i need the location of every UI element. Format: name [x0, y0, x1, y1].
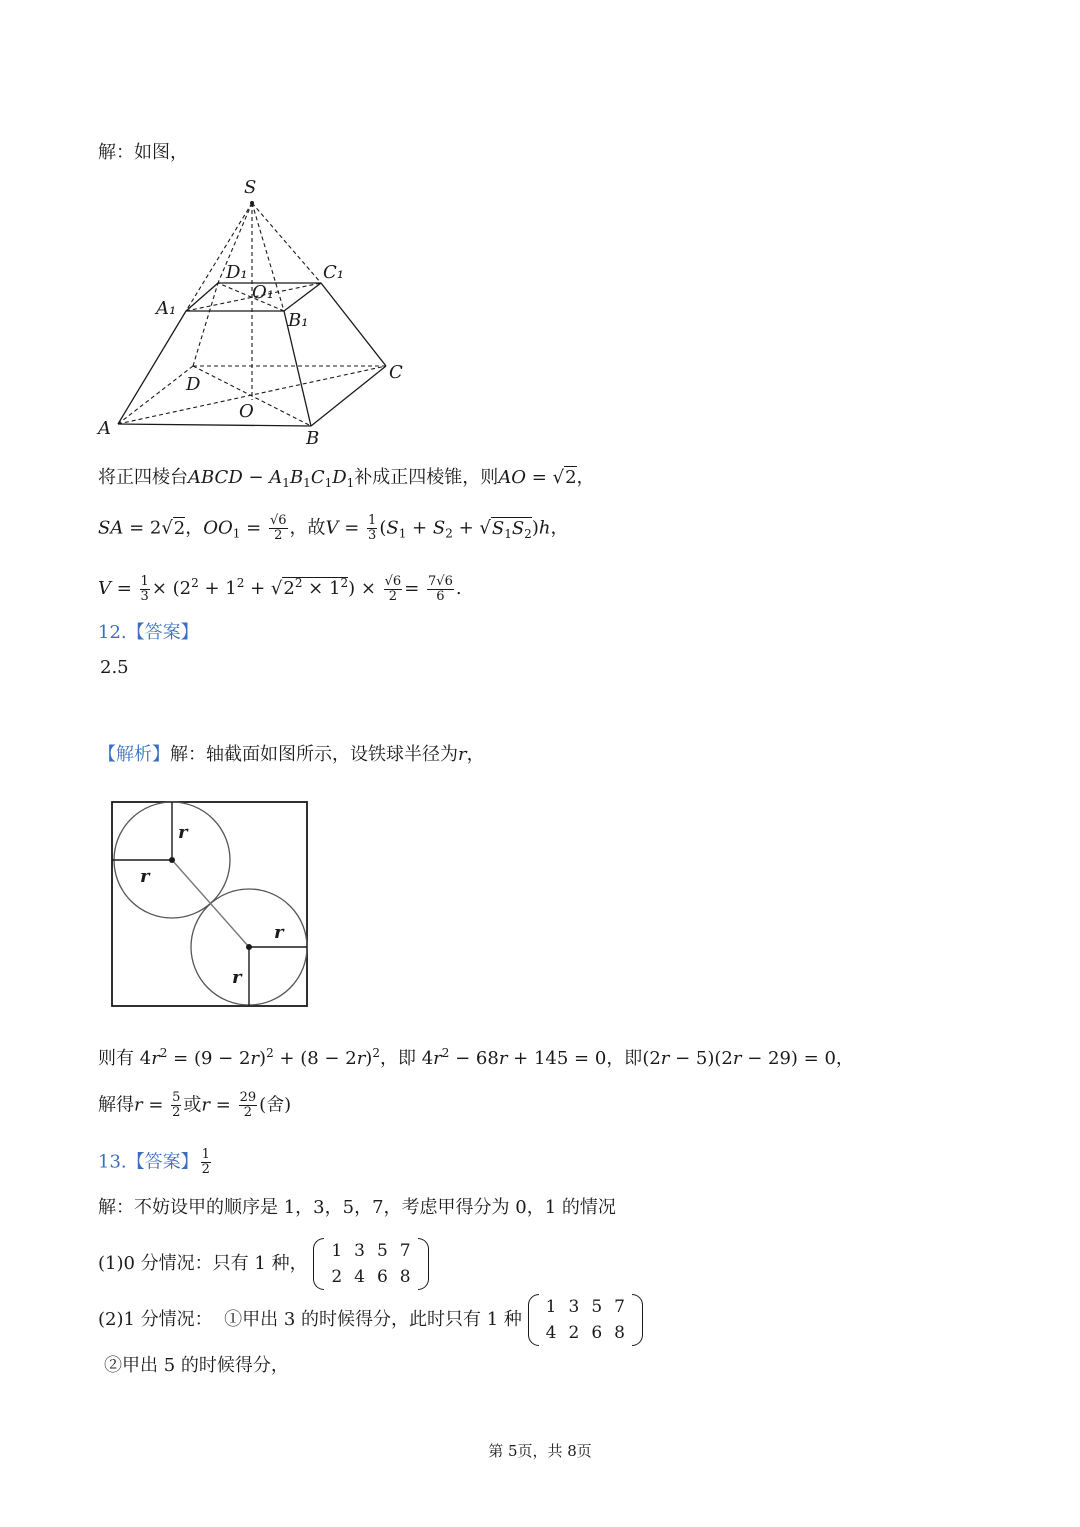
dash-DD1	[193, 283, 218, 366]
label-r-3: r	[274, 922, 284, 943]
solution-intro: 解：如图，	[98, 142, 188, 163]
edge-B1C1	[284, 283, 321, 311]
dash-SC1	[252, 203, 321, 283]
solution-line-3: V = $\frac{1}{3}$ × $(2^2 + 1^2 + √2^2 \times 1^2)$ × $\frac{√6}{2}$ = $\frac{7√6}{6}$ .	[98, 573, 462, 604]
q12-equation: 则有 $4r^2 = (9 - 2r)^2 + (8 - 2r)^2$，即 $4r^2 - 68r + 145 = 0$，即(2r − 5)(2r − 29) = 0，	[98, 1046, 854, 1069]
label-O: O	[239, 401, 254, 422]
matrix-case0: 1 3 5 7 2 4 6 8	[313, 1238, 428, 1290]
q13-intro: 解：不妨设甲的顺序是 1，3，5，7，考虑甲得分为 0，1 的情况	[98, 1197, 616, 1218]
edge-AA1	[118, 311, 186, 424]
label-C: C	[389, 362, 403, 383]
label-D: D	[186, 374, 201, 395]
label-r-2: r	[140, 866, 150, 887]
pyramid-figure	[96, 172, 416, 452]
matrix-case1: 1 3 5 7 4 2 6 8	[528, 1294, 643, 1346]
label-r-4: r	[232, 967, 242, 988]
q13-case0: (1)0 分情况：只有 1 种， 1 3 5 7 2 4 6 8	[98, 1236, 429, 1292]
edge-AB	[118, 424, 311, 426]
label-A1: A₁	[156, 298, 177, 319]
label-A: A	[98, 418, 111, 439]
q12-analysis: 【解析】解：轴截面如图所示，设铁球半径为r，	[98, 744, 485, 765]
q13-case1-sub2: ②甲出 5 的时候得分，	[104, 1355, 289, 1376]
label-S: S	[244, 177, 257, 198]
edge-BC	[311, 366, 386, 426]
q12-answer: 2.5	[100, 657, 129, 678]
q13-case1: (2)1 分情况： ①甲出 3 的时候得分，此时只有 1 种 1 3 5 7 4 2 6 8	[98, 1292, 643, 1348]
label-r-1: r	[178, 822, 188, 843]
dash-DA	[118, 366, 193, 424]
label-O1: O₁	[252, 282, 274, 303]
dash-B1D1	[218, 283, 284, 311]
q12-header: 12.【答案】	[98, 622, 199, 643]
label-B: B	[306, 428, 320, 449]
dash-SA1	[186, 203, 252, 311]
edge-CC1	[321, 283, 386, 366]
solution-line-2: SA = 2√2，$OO_1$ = $\frac{√6}{2}$ ，故V = $\frac{1}{3}$ $(S_1 + S_2 + √S_1S_2)h$，	[98, 513, 569, 543]
q12-solution: 解得r = $\frac{5}{2}$ 或r = $\frac{29}{2}$ (舍)	[98, 1090, 292, 1120]
edge-D1A1	[186, 283, 218, 311]
label-C1: C₁	[323, 262, 344, 283]
solution-line-1: 将正四棱台ABCD − $A_1B_1C_1D_1$补成正四棱锥，则AO = √2，	[98, 467, 595, 490]
centers-line	[172, 860, 249, 947]
label-D1: D₁	[226, 262, 248, 283]
q13-header: 13.【答案】 $\frac{1}{2}$	[98, 1147, 210, 1177]
page-footer: 第 5页，共 8页	[488, 1442, 592, 1460]
label-B1: B₁	[288, 310, 309, 331]
cross-section-figure	[110, 800, 312, 1010]
